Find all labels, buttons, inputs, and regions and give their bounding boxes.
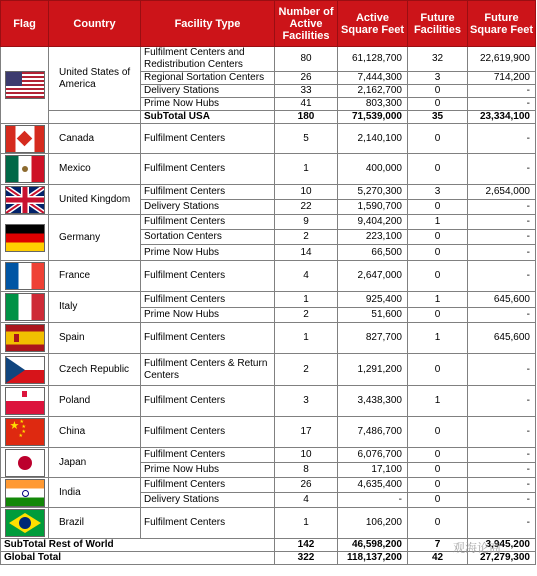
future-facilities: 1 xyxy=(408,215,468,230)
india-flag-icon xyxy=(5,479,45,507)
future-facilities: 0 xyxy=(408,261,468,292)
active-facilities: 2 xyxy=(275,230,338,245)
subtotal-row-sqft: 46,598,200 xyxy=(338,539,408,552)
country-name: Germany xyxy=(49,215,141,261)
future-facilities: 0 xyxy=(408,154,468,185)
future-facilities: 0 xyxy=(408,417,468,448)
flag-cell xyxy=(1,154,49,185)
facility-type: Regional Sortation Centers xyxy=(141,72,275,85)
future-facilities: 32 xyxy=(408,47,468,72)
canada-flag-icon xyxy=(5,125,45,153)
header-future-sqft: Future Square Feet xyxy=(468,1,536,47)
future-sqft: 645,600 xyxy=(468,323,536,354)
italy-flag-icon xyxy=(5,293,45,321)
future-sqft: - xyxy=(468,493,536,508)
flag-cell xyxy=(1,478,49,508)
future-sqft: - xyxy=(468,463,536,478)
flag-cell xyxy=(1,124,49,154)
flag-cell xyxy=(1,292,49,323)
subtotal-future: 35 xyxy=(408,111,468,124)
global-total-label: Global Total xyxy=(1,552,275,565)
facility-type: Prime Now Hubs xyxy=(141,308,275,323)
active-sqft: 9,404,200 xyxy=(338,215,408,230)
active-facilities: 22 xyxy=(275,200,338,215)
poland-flag-icon xyxy=(5,387,45,415)
active-facilities: 10 xyxy=(275,185,338,200)
facility-type: Fulfilment Centers xyxy=(141,124,275,154)
table-row xyxy=(1,354,536,386)
active-sqft: 400,000 xyxy=(338,154,408,185)
active-sqft: 3,438,300 xyxy=(338,386,408,417)
active-facilities: 2 xyxy=(275,308,338,323)
future-sqft: - xyxy=(468,245,536,261)
future-sqft: - xyxy=(468,200,536,215)
country-name: India xyxy=(49,478,141,508)
header-future-facilities: Future Facilities xyxy=(408,1,468,47)
active-facilities: 1 xyxy=(275,323,338,354)
active-facilities: 1 xyxy=(275,154,338,185)
active-sqft: 5,270,300 xyxy=(338,185,408,200)
facility-type: Fulfilment Centers xyxy=(141,215,275,230)
active-facilities: 4 xyxy=(275,261,338,292)
header-flag: Flag xyxy=(1,1,49,47)
future-facilities: 1 xyxy=(408,386,468,417)
facility-type: Fulfilment Centers & Return Centers xyxy=(141,354,275,386)
facility-type: Fulfilment Centers xyxy=(141,386,275,417)
table-row xyxy=(1,508,536,539)
active-facilities: 41 xyxy=(275,98,338,111)
flag-cell xyxy=(1,386,49,417)
future-sqft: - xyxy=(468,386,536,417)
country-name: Canada xyxy=(49,124,141,154)
active-facilities: 14 xyxy=(275,245,338,261)
active-sqft: 106,200 xyxy=(338,508,408,539)
facility-type: Delivery Stations xyxy=(141,493,275,508)
future-sqft: - xyxy=(468,85,536,98)
flag-cell xyxy=(1,215,49,261)
active-facilities: 26 xyxy=(275,478,338,493)
table-row xyxy=(1,417,536,448)
watermark-text: 观海论商 xyxy=(452,541,501,555)
future-facilities: 3 xyxy=(408,185,468,200)
future-sqft: - xyxy=(468,508,536,539)
table-row xyxy=(1,323,536,354)
future-sqft: - xyxy=(468,308,536,323)
facility-type: Delivery Stations xyxy=(141,85,275,98)
france-flag-icon xyxy=(5,262,45,290)
facility-type: Fulfilment Centers and Redistribution Centers xyxy=(141,47,275,72)
active-sqft: 1,291,200 xyxy=(338,354,408,386)
facility-type: Prime Now Hubs xyxy=(141,463,275,478)
header-active-facilities: Number of Active Facilities xyxy=(275,1,338,47)
future-sqft: - xyxy=(468,98,536,111)
active-sqft: 1,590,700 xyxy=(338,200,408,215)
future-facilities: 0 xyxy=(408,493,468,508)
active-sqft: 223,100 xyxy=(338,230,408,245)
country-name: Spain xyxy=(49,323,141,354)
country-name: Poland xyxy=(49,386,141,417)
facility-type: Fulfilment Centers xyxy=(141,323,275,354)
spain-flag-icon xyxy=(5,324,45,352)
global-total-future-sqft: 27,279,300 xyxy=(468,552,536,565)
country-name: Brazil xyxy=(49,508,141,539)
future-sqft: - xyxy=(468,230,536,245)
facility-type: Fulfilment Centers xyxy=(141,154,275,185)
active-facilities: 8 xyxy=(275,463,338,478)
table-row xyxy=(1,154,536,185)
table-row xyxy=(1,292,536,308)
flag-cell xyxy=(1,323,49,354)
subtotal-sqft: 71,539,000 xyxy=(338,111,408,124)
country-name: Mexico xyxy=(49,154,141,185)
table-row xyxy=(1,215,536,230)
active-facilities: 1 xyxy=(275,292,338,308)
future-facilities: 1 xyxy=(408,292,468,308)
future-sqft: - xyxy=(468,478,536,493)
flag-cell xyxy=(1,47,49,124)
country-name: United States of America xyxy=(49,47,141,111)
active-sqft: 17,100 xyxy=(338,463,408,478)
facility-type: Prime Now Hubs xyxy=(141,98,275,111)
facility-type: Sortation Centers xyxy=(141,230,275,245)
future-sqft: - xyxy=(468,261,536,292)
active-sqft: 2,647,000 xyxy=(338,261,408,292)
active-sqft: 2,140,100 xyxy=(338,124,408,154)
flag-cell xyxy=(1,185,49,215)
table-row xyxy=(1,478,536,493)
flag-cell xyxy=(1,261,49,292)
active-facilities: 9 xyxy=(275,215,338,230)
flag-cell xyxy=(1,448,49,478)
czech-flag-icon xyxy=(5,356,45,384)
subtotal-row-future-sqft: 3,945,200 xyxy=(468,539,536,552)
country-name: Italy xyxy=(49,292,141,323)
flag-cell xyxy=(1,354,49,386)
active-sqft: 6,076,700 xyxy=(338,448,408,463)
active-facilities: 17 xyxy=(275,417,338,448)
country-name: Japan xyxy=(49,448,141,478)
active-sqft: 827,700 xyxy=(338,323,408,354)
active-facilities: 5 xyxy=(275,124,338,154)
active-facilities: 3 xyxy=(275,386,338,417)
country-name: China xyxy=(49,417,141,448)
future-facilities: 0 xyxy=(408,508,468,539)
active-sqft: 2,162,700 xyxy=(338,85,408,98)
subtotal-row-future: 7 xyxy=(408,539,468,552)
header-facility-type: Facility Type xyxy=(141,1,275,47)
country-name: Czech Republic xyxy=(49,354,141,386)
brazil-flag-icon xyxy=(5,509,45,537)
subtotal-row-active: 142 xyxy=(275,539,338,552)
active-sqft: 803,300 xyxy=(338,98,408,111)
active-sqft: - xyxy=(338,493,408,508)
future-facilities: 0 xyxy=(408,463,468,478)
future-facilities: 0 xyxy=(408,308,468,323)
facility-type: Prime Now Hubs xyxy=(141,245,275,261)
active-sqft: 51,600 xyxy=(338,308,408,323)
germany-flag-icon xyxy=(5,224,45,252)
usa-flag-icon xyxy=(5,71,45,99)
header-row xyxy=(1,1,536,47)
active-facilities: 2 xyxy=(275,354,338,386)
active-sqft: 66,500 xyxy=(338,245,408,261)
facility-type: Fulfilment Centers xyxy=(141,478,275,493)
facility-type: Fulfilment Centers xyxy=(141,448,275,463)
country-name: United Kingdom xyxy=(49,185,141,215)
table-row xyxy=(1,261,536,292)
active-facilities: 10 xyxy=(275,448,338,463)
future-sqft: - xyxy=(468,154,536,185)
future-facilities: 3 xyxy=(408,72,468,85)
future-facilities: 0 xyxy=(408,98,468,111)
future-sqft: 714,200 xyxy=(468,72,536,85)
future-facilities: 0 xyxy=(408,245,468,261)
table-row xyxy=(1,185,536,200)
subtotal-row-label: SubTotal Rest of World xyxy=(1,539,275,552)
active-sqft: 925,400 xyxy=(338,292,408,308)
active-sqft: 61,128,700 xyxy=(338,47,408,72)
future-sqft: 22,619,900 xyxy=(468,47,536,72)
future-facilities: 0 xyxy=(408,478,468,493)
future-facilities: 0 xyxy=(408,200,468,215)
future-sqft: - xyxy=(468,124,536,154)
active-sqft: 4,635,400 xyxy=(338,478,408,493)
future-facilities: 0 xyxy=(408,230,468,245)
facility-type: Fulfilment Centers xyxy=(141,417,275,448)
facility-type: Fulfilment Centers xyxy=(141,185,275,200)
china-flag-icon: ★ ★ ★ ★ ★ xyxy=(5,418,45,446)
facility-type: Fulfilment Centers xyxy=(141,292,275,308)
active-facilities: 80 xyxy=(275,47,338,72)
global-total-active: 322 xyxy=(275,552,338,565)
facility-type: Delivery Stations xyxy=(141,200,275,215)
flag-cell xyxy=(1,508,49,539)
country-name: France xyxy=(49,261,141,292)
facility-type: Fulfilment Centers xyxy=(141,261,275,292)
active-facilities: 4 xyxy=(275,493,338,508)
future-sqft: 2,654,000 xyxy=(468,185,536,200)
subtotal-usa-row xyxy=(1,111,536,124)
facility-type: Fulfilment Centers xyxy=(141,508,275,539)
table-row xyxy=(1,448,536,463)
active-facilities: 1 xyxy=(275,508,338,539)
uk-flag-icon xyxy=(5,186,45,214)
future-facilities: 0 xyxy=(408,354,468,386)
active-sqft: 7,486,700 xyxy=(338,417,408,448)
subtotal-future-sqft: 23,334,100 xyxy=(468,111,536,124)
active-facilities: 26 xyxy=(275,72,338,85)
future-sqft: - xyxy=(468,417,536,448)
global-total-future: 42 xyxy=(408,552,468,565)
future-facilities: 0 xyxy=(408,85,468,98)
future-sqft: - xyxy=(468,354,536,386)
future-sqft: 645,600 xyxy=(468,292,536,308)
flag-cell xyxy=(1,417,49,448)
active-sqft: 7,444,300 xyxy=(338,72,408,85)
subtotal-label: SubTotal USA xyxy=(141,111,275,124)
global-total-sqft: 118,137,200 xyxy=(338,552,408,565)
future-facilities: 0 xyxy=(408,448,468,463)
table-row xyxy=(1,386,536,417)
future-facilities: 1 xyxy=(408,323,468,354)
future-sqft: - xyxy=(468,215,536,230)
table-row xyxy=(1,124,536,154)
japan-flag-icon xyxy=(5,449,45,477)
mexico-flag-icon xyxy=(5,155,45,183)
header-country: Country xyxy=(49,1,141,47)
active-facilities: 33 xyxy=(275,85,338,98)
future-facilities: 0 xyxy=(408,124,468,154)
header-active-sqft: Active Square Feet xyxy=(338,1,408,47)
future-sqft: - xyxy=(468,448,536,463)
table-row xyxy=(1,47,536,72)
subtotal-active: 180 xyxy=(275,111,338,124)
